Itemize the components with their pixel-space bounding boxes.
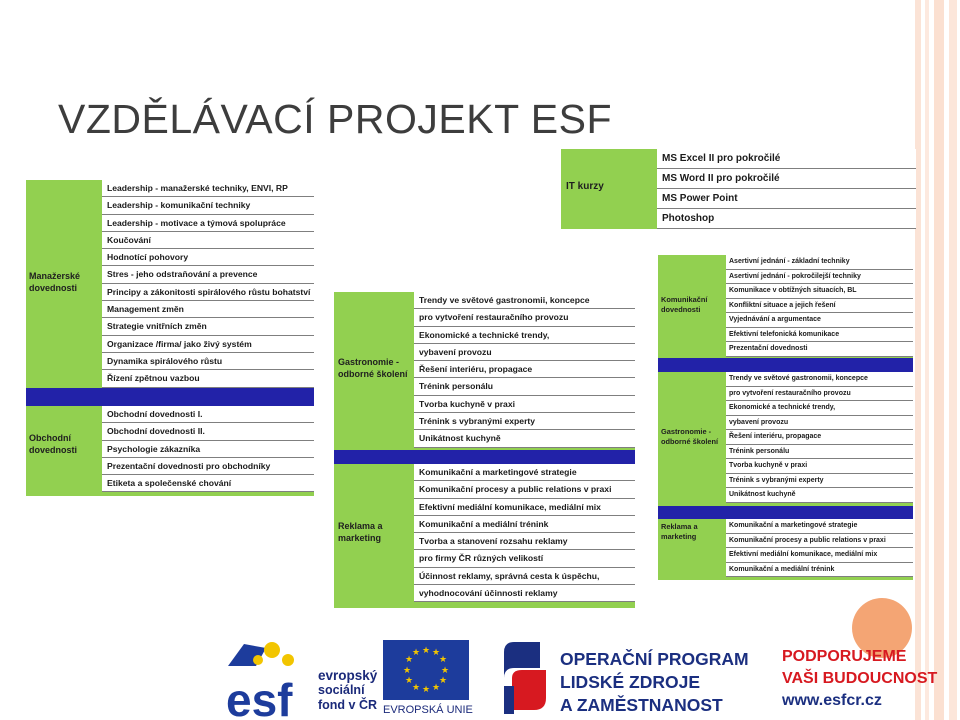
category-label: IT kurzy [566, 181, 604, 192]
list-item: Trendy ve světové gastronomii, koncepce [726, 372, 913, 387]
svg-text:★: ★ [421, 685, 431, 695]
list-item: Trénink personálu [726, 445, 913, 460]
list-item: Stres - jeho odstraňování a prevence [102, 266, 314, 283]
row-separator [658, 506, 913, 519]
svg-text:★: ★ [438, 676, 448, 686]
list-item: Organizace /firma/ jako živý systém [102, 336, 314, 353]
list-item: Leadership - motivace a týmová spolupráce [102, 215, 314, 232]
esf-line: evropský [318, 668, 378, 683]
svg-text:★: ★ [431, 648, 441, 658]
list-item: vyhodnocování účinnosti reklamy [414, 585, 635, 602]
decor-stripe [915, 0, 921, 720]
category-label: Manažerské dovednosti [29, 271, 81, 293]
list-item: Efektivní telefonická komunikace [726, 328, 913, 343]
svg-text:★: ★ [411, 683, 421, 693]
list-item: Etiketa a společenské chování [102, 475, 314, 492]
slide-title: VZDĚLÁVACÍ PROJEKT ESF [58, 96, 613, 142]
list-item: Leadership - manažerské techniky, ENVI, RP [102, 180, 314, 197]
list-item: Ekonomické a technické trendy, [726, 401, 913, 416]
list-item: Koučování [102, 232, 314, 249]
item-list [726, 519, 913, 577]
gastronomy-table [334, 292, 635, 608]
list-item: Komunikační a mediální trénink [726, 563, 913, 578]
list-item: Asertivní jednání - pokročilejší techniky [726, 270, 913, 285]
svg-text:esf: esf [226, 674, 293, 720]
list-item: Management změn [102, 301, 314, 318]
decor-stripe [934, 0, 944, 720]
item-list [657, 149, 916, 229]
list-item: MS Excel II pro pokročilé [657, 149, 916, 169]
esf-line: sociální [318, 683, 365, 697]
list-item: Strategie vnitřních změn [102, 318, 314, 335]
item-list [414, 292, 635, 448]
list-item: Komunikační procesy a public relations v praxi [414, 481, 635, 498]
list-item: pro firmy ČR různých velikostí [414, 550, 635, 567]
op-line: LIDSKÉ ZDROJE [560, 672, 701, 692]
slogan-line: PODPORUJEME [782, 648, 907, 665]
communication-table [658, 255, 913, 580]
list-item: Komunikační a marketingové strategie [414, 464, 635, 481]
list-item: Asertivní jednání - základní techniky [726, 255, 913, 270]
op-text [560, 648, 749, 717]
item-list [726, 255, 913, 357]
item-list [102, 406, 314, 492]
esf-line: fond v ČR [318, 698, 378, 712]
list-item: MS Word II pro pokročilé [657, 169, 916, 189]
list-item: Obchodní dovednosti I. [102, 406, 314, 423]
list-item: vybavení provozu [414, 344, 635, 361]
list-item: Psychologie zákazníka [102, 441, 314, 458]
item-list [414, 464, 635, 602]
esf-text [318, 668, 377, 713]
list-item: Komunikační procesy a public relations v praxi [726, 534, 913, 549]
svg-text:★: ★ [438, 655, 448, 665]
list-item: MS Power Point [657, 189, 916, 209]
row-separator [658, 358, 913, 372]
op-line: A ZAMĚSTNANOST [560, 695, 723, 715]
esf-logo-icon [226, 636, 308, 720]
svg-text:★: ★ [411, 648, 421, 658]
svg-text:★: ★ [421, 646, 431, 656]
decor-stripe [949, 0, 957, 720]
list-item: Řešení interiéru, propagace [414, 361, 635, 378]
website-link[interactable]: www.esfcr.cz [782, 692, 882, 709]
list-item: Principy a zákonitosti spirálového růstu bohatství [102, 284, 314, 301]
svg-text:★: ★ [404, 676, 414, 686]
eu-label: EVROPSKÁ UNIE [383, 704, 473, 716]
list-item: vybavení provozu [726, 416, 913, 431]
row-separator [334, 450, 635, 464]
list-item: Unikátnost kuchyně [726, 488, 913, 503]
category-label: Gastronomie - odborné školení [338, 357, 408, 379]
list-item: Konfliktní situace a jejich řešení [726, 299, 913, 314]
footer-logos [0, 628, 960, 720]
op-line: OPERAČNÍ PROGRAM [560, 649, 749, 669]
list-item: pro vytvoření restauračního provozu [726, 387, 913, 402]
item-list [102, 180, 314, 388]
list-item: Komunikační a marketingové strategie [726, 519, 913, 534]
list-item: pro vytvoření restauračního provozu [414, 309, 635, 326]
svg-text:★: ★ [431, 683, 441, 693]
slogan-line: VAŠI BUDOUCNOST [782, 670, 938, 687]
list-item: Unikátnost kuchyně [414, 430, 635, 447]
list-item: Trendy ve světové gastronomii, koncepce [414, 292, 635, 309]
list-item: Řešení interiéru, propagace [726, 430, 913, 445]
list-item: Trénink s vybranými experty [726, 474, 913, 489]
list-item: Prezentační dovednosti [726, 342, 913, 357]
list-item: Komunikace v obtížných situacích, BL [726, 284, 913, 299]
category-label: Obchodní dovednosti [29, 433, 78, 455]
list-item: Komunikační a mediální trénink [414, 516, 635, 533]
list-item: Tvorba kuchyně v praxi [414, 396, 635, 413]
list-item: Vyjednávání a argumentace [726, 313, 913, 328]
list-item: Ekonomické a technické trendy, [414, 327, 635, 344]
list-item: Hodnotící pohovory [102, 249, 314, 266]
management-table [26, 180, 314, 496]
list-item: Leadership - komunikační techniky [102, 197, 314, 214]
it-courses-table [561, 149, 916, 229]
op-logo-icon [500, 638, 552, 718]
list-item: Dynamika spirálového růstu [102, 353, 314, 370]
item-list [726, 372, 913, 503]
category-label: Reklama a marketing [661, 522, 698, 541]
list-item: Efektivní mediální komunikace, mediální mix [726, 548, 913, 563]
row-separator [26, 388, 314, 406]
svg-text:★: ★ [404, 655, 414, 665]
list-item: Tvorba a stanovení rozsahu reklamy [414, 533, 635, 550]
category-label: Reklama a marketing [338, 521, 383, 543]
svg-text:★: ★ [402, 666, 412, 676]
list-item: Tvorba kuchyně v praxi [726, 459, 913, 474]
eu-flag-icon [383, 640, 469, 700]
list-item: Prezentační dovednosti pro obchodníky [102, 458, 314, 475]
list-item: Řízení zpětnou vazbou [102, 370, 314, 387]
svg-text:★: ★ [440, 666, 450, 676]
slogan-text [782, 646, 937, 712]
list-item: Trénink s vybranými experty [414, 413, 635, 430]
list-item: Účinnost reklamy, správná cesta k úspěchu, [414, 568, 635, 585]
decor-stripe [925, 0, 929, 720]
list-item: Trénink personálu [414, 378, 635, 395]
category-label: Komunikační dovednosti [661, 295, 708, 314]
list-item: Efektivní mediální komunikace, mediální mix [414, 499, 635, 516]
list-item: Photoshop [657, 209, 916, 229]
list-item: Obchodní dovednosti II. [102, 423, 314, 440]
category-label: Gastronomie - odborné školení [661, 427, 719, 446]
